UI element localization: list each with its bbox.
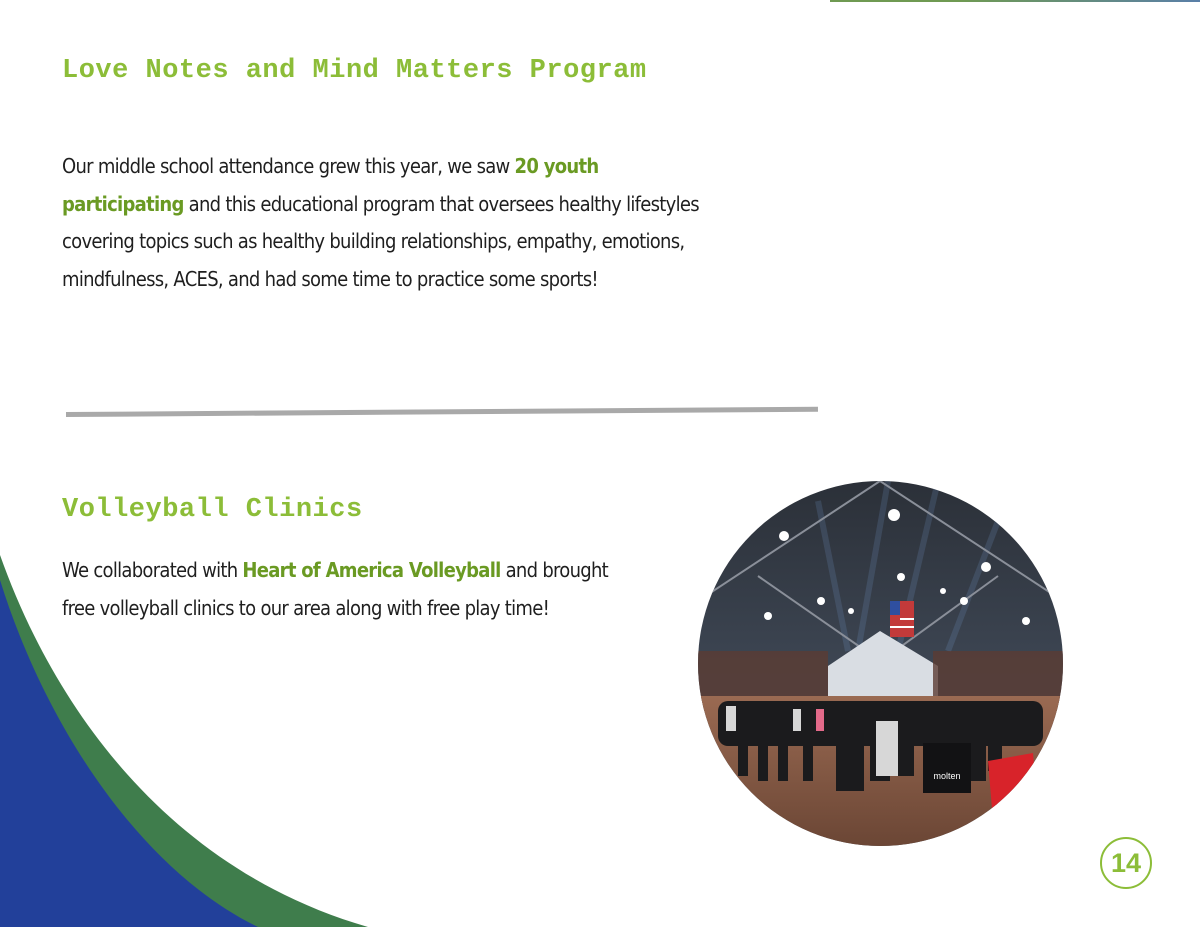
program-heading: Love Notes and Mind Matters Program [62,56,647,86]
volleyball-text-start: We collaborated with [62,558,243,582]
top-accent-rule [830,0,1200,2]
program-description [62,148,706,298]
page-number-badge: 14 [1100,837,1152,889]
corner-wave-decoration [0,540,380,927]
volleyball-text-end: and brought free volleyball clinics to our area along with free play time! [62,558,609,620]
program-text-end: and this educational program that oversees healthy lifestyles covering topics such as healthy building relationships, empathy, emotions, mindfulness, ACES, and had some time to practice some sports! [62,191,699,291]
volleyball-clinic-photo [698,481,1063,846]
molten-cart-label: molten [933,771,961,781]
partner-highlight: Heart of America Volleyball [242,558,501,582]
program-text-start: Our middle school attendance grew this year, we saw [62,154,515,178]
volleyball-heading: Volleyball Clinics [62,495,363,525]
participation-highlight: 20 youth participating [62,154,599,216]
section-divider [66,407,818,417]
